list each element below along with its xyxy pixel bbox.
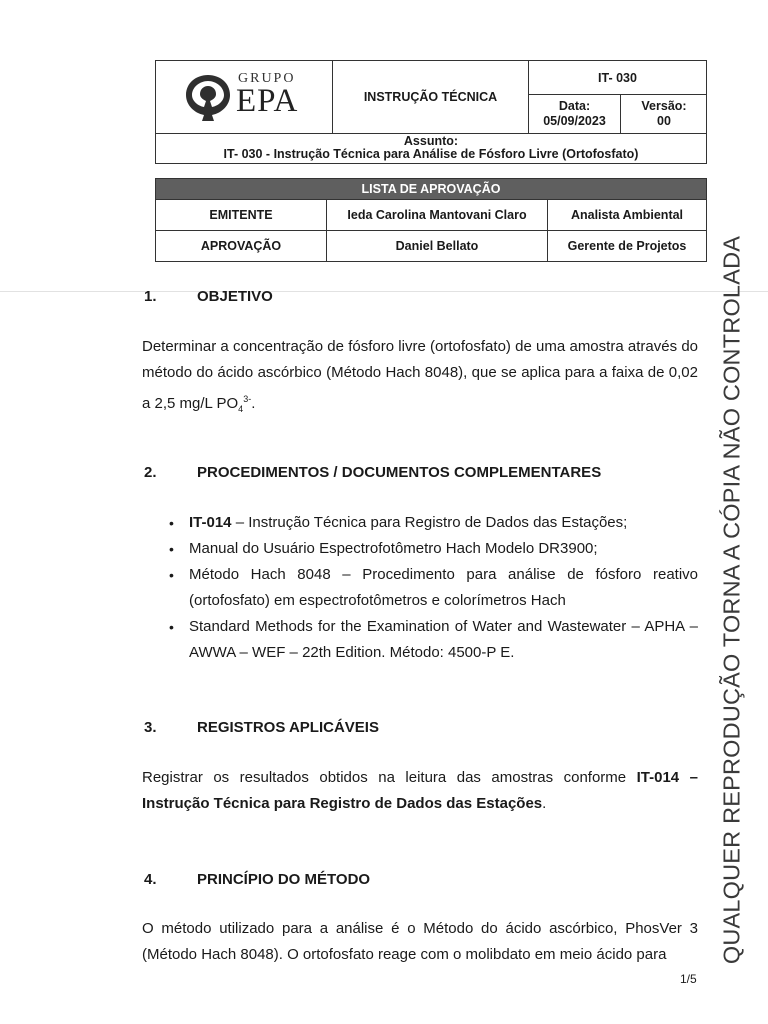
reference-text: – Instrução Técnica para Registro de Dados das Estações; bbox=[231, 514, 628, 531]
table-row bbox=[156, 230, 706, 261]
list-item bbox=[142, 614, 698, 666]
superscript: 3- bbox=[243, 394, 252, 404]
approval-table bbox=[155, 178, 707, 262]
doc-subject bbox=[156, 133, 706, 163]
approval-name: Daniel Bellato bbox=[327, 231, 548, 261]
uncontrolled-copy-watermark: QUALQUER REPRODUÇÃO TORNA A CÓPIA NÃO CONTROLADA bbox=[718, 235, 745, 965]
method-paragraph bbox=[142, 916, 698, 968]
doc-code: IT- 030 bbox=[529, 61, 706, 95]
doc-date bbox=[529, 95, 621, 133]
section-number: 2. bbox=[144, 464, 157, 481]
approval-position: Analista Ambiental bbox=[570, 208, 684, 222]
version-label: Versão: bbox=[641, 99, 687, 113]
list-item bbox=[142, 562, 698, 614]
approval-role: APROVAÇÃO bbox=[156, 231, 327, 261]
subject-value: IT- 030 - Instrução Técnica para Análise de Fósforo Livre (Ortofosfato) bbox=[223, 147, 639, 161]
records-text: Registrar os resultados obtidos na leitura das amostras conforme bbox=[142, 769, 637, 786]
period: . bbox=[251, 395, 256, 412]
reference-text: Método Hach 8048 – Procedimento para análise de fósforo reativo (ortofosfato) em espectrofotômetros e colorímetros Hach bbox=[189, 566, 698, 609]
section-number: 1. bbox=[144, 288, 157, 305]
table-row bbox=[156, 200, 706, 230]
approval-position: Gerente de Projetos bbox=[567, 239, 687, 253]
company-logo bbox=[156, 61, 333, 133]
objective-text: Determinar a concentração de fósforo livre (ortofosfato) de uma amostra através do método do ácido ascórbico (Método Hach 8048), que se aplica para a faixa de 0,02 a 2,5 mg/L PO bbox=[142, 338, 698, 412]
reference-list bbox=[142, 510, 698, 666]
section-number: 3. bbox=[144, 719, 157, 736]
doc-version bbox=[622, 95, 706, 133]
date-label: Data: bbox=[558, 99, 591, 113]
approval-name: Ieda Carolina Mantovani Claro bbox=[327, 200, 548, 230]
reference-text: Manual do Usuário Espectrofotômetro Hach Modelo DR3900; bbox=[189, 540, 598, 557]
subscript: 4 bbox=[238, 404, 244, 414]
subject-label: Assunto: bbox=[403, 134, 459, 148]
approval-table-title: LISTA DE APROVAÇÃO bbox=[156, 179, 706, 200]
period: . bbox=[542, 795, 547, 812]
tree-icon bbox=[180, 71, 236, 123]
method-text: O método utilizado para a análise é o Método do ácido ascórbico, PhosVer 3 (Método Hach 8048). O ortofosfato reage com o molibdato em meio ácido para bbox=[142, 920, 698, 963]
logo-epa-text: EPA bbox=[236, 83, 299, 119]
records-reference: IT-014 – Instrução Técnica para Registro de Dados das Estações bbox=[142, 769, 698, 812]
list-item bbox=[142, 510, 698, 536]
reference-text: Standard Methods for the Examination of Water and Wastewater – APHA – AWWA – WEF – 22th Edition. Método: 4500-P E. bbox=[189, 618, 698, 661]
doc-type: INSTRUÇÃO TÉCNICA bbox=[333, 61, 529, 133]
section-title: OBJETIVO bbox=[197, 288, 273, 305]
list-item bbox=[142, 536, 698, 562]
section-number: 4. bbox=[144, 871, 157, 888]
page-fold-line bbox=[0, 291, 768, 292]
objective-paragraph bbox=[142, 334, 698, 417]
version-value: 00 bbox=[657, 114, 671, 128]
page-number: 1/5 bbox=[680, 972, 697, 986]
logo-grupo-text: GRUPO bbox=[238, 71, 296, 86]
section-title: REGISTROS APLICÁVEIS bbox=[197, 719, 379, 736]
section-title: PROCEDIMENTOS / DOCUMENTOS COMPLEMENTARES bbox=[197, 464, 602, 481]
reference-code: IT-014 bbox=[189, 514, 232, 531]
records-paragraph bbox=[142, 765, 698, 817]
date-value: 05/09/2023 bbox=[543, 114, 606, 128]
approval-role: EMITENTE bbox=[156, 200, 327, 230]
section-title: PRINCÍPIO DO MÉTODO bbox=[197, 871, 371, 888]
document-header bbox=[155, 60, 707, 164]
